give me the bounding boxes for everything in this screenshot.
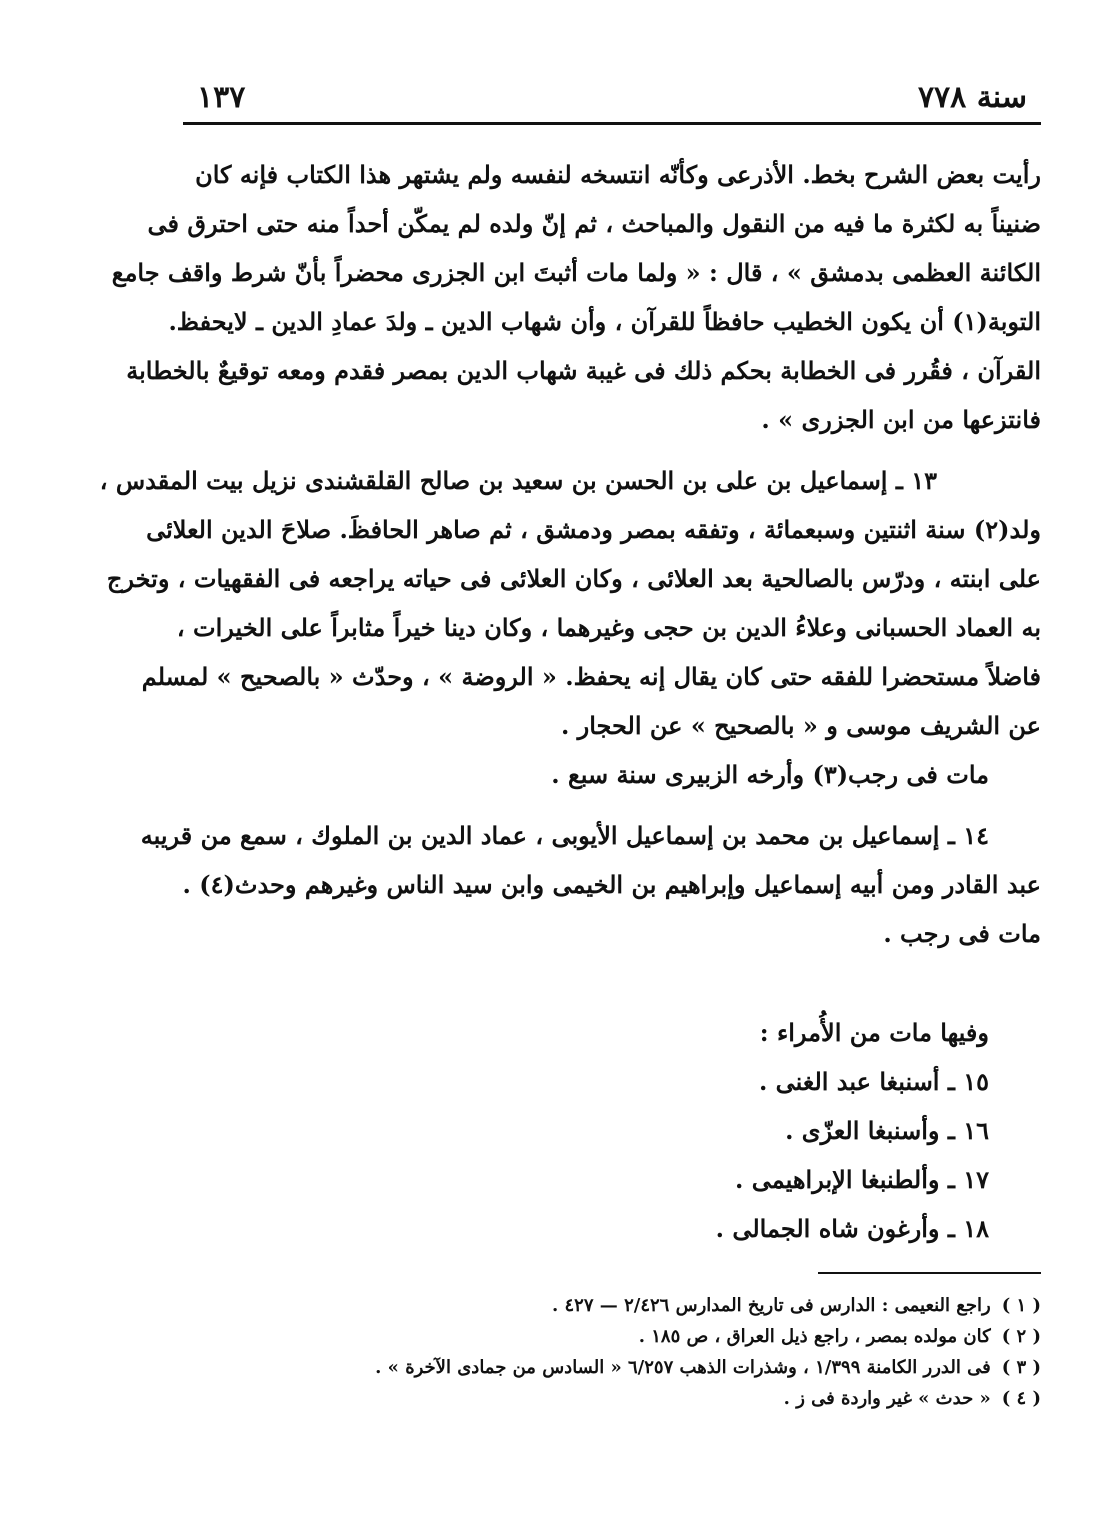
footnote-number: ( ٣ ) [1001,1357,1041,1378]
main-text [99,150,1041,958]
text-line: عن الشريف موسى و « بالصحيح » عن الحجار . [560,711,1041,740]
text-line: فاضلاً مستحضرا للفقه حتى كان يقال إنه يحفظ. « الروضة » ، وحدّث « بالصحيح » لمسلم [141,662,1041,691]
footnote-text: « حدث » غير واردة فى ز . [783,1388,991,1409]
footnote-number: ( ١ ) [1001,1295,1041,1316]
text-line: عبد القادر ومن أبيه إسماعيل وإبراهيم بن الخيمى وابن سيد الناس وغيرهم وحدث(٤) . [182,870,1041,899]
text-line: الكائنة العظمى بدمشق » ، قال : « ولما مات أثبتَ ابن الجزرى محضراً بأنّ شرط واقف جامع [111,258,1041,287]
paragraph-continuation [111,150,1041,444]
footnotes [183,1290,1041,1414]
footnote-number: ( ٢ ) [1001,1326,1041,1347]
footnote [183,1352,1041,1383]
text-line: ضنيناً به لكثرة ما فيه من النقول والمباحث ، ثم إنّ ولده لم يمكّن أحداً منه حتى احترق فى [147,209,1041,238]
list-item: ١٥ ـ أسنبغا عبد الغنى . [758,1067,989,1096]
text-line: ١٤ ـ إسماعيل بن محمد بن إسماعيل الأيوبى ، عماد الدين بن الملوك ، سمع من قريبه [140,821,989,850]
footnote [183,1290,1041,1321]
page-number: ١٣٧ [197,80,246,115]
text-line: مات فى رجب . [883,919,1041,948]
page-header [183,78,1041,125]
text-line: فانتزعها من ابن الجزرى » . [761,405,1041,434]
list-item: ١٧ ـ وألطنبغا الإبراهيمى . [735,1165,989,1194]
text-line: ١٣ ـ إسماعيل بن على بن الحسن بن سعيد بن صالح القلقشندى نزيل بيت المقدس ، [99,466,937,495]
entry-13 [99,456,1041,799]
running-head-year: سنة ٧٧٨ [917,80,1027,115]
footnote-text: كان مولده بمصر ، راجع ذيل العراق ، ص ١٨٥ . [638,1326,991,1347]
footnote-separator [818,1272,1041,1274]
footnote [183,1383,1041,1414]
death-line: مات فى رجب(٣) وأرخه الزبيرى سنة سبع . [551,760,989,789]
entry-14 [140,811,1041,958]
text-line: القرآن ، فقُرر فى الخطابة بحكم ذلك فى غيبة شهاب الدين بمصر فقدم ومعه توقيعٌ بالخطابة [126,356,1041,385]
list-item: ١٨ ـ وأرغون شاه الجمالى . [715,1214,989,1243]
footnote-text: فى الدرر الكامنة ١/٣٩٩ ، وشذرات الذهب ٦/٢٥٧ « السادس من جمادى الآخرة » . [375,1357,991,1378]
footnote [183,1321,1041,1352]
footnote-number: ( ٤ ) [1001,1388,1041,1409]
amirs-list [183,1008,1041,1253]
list-item: ١٦ ـ وأسنبغا العزّى . [785,1116,989,1145]
text-line: على ابنته ، ودرّس بالصالحية بعد العلائى ، وكان العلائى فى حياته يراجعه فى الفقهيات ، وتخرج [106,564,1041,593]
amirs-intro: وفيها مات من الأُمراء : [759,1018,989,1047]
text-line: رأيت بعض الشرح بخط. الأذرعى وكأنّه انتسخه لنفسه ولم يشتهر هذا الكتاب فإنه كان [195,160,1041,189]
footnote-text: راجع النعيمى : الدارس فى تاريخ المدارس ٢/٤٢٦ — ٤٢٧ . [551,1295,991,1316]
text-line: ولد(٢) سنة اثنتين وسبعمائة ، وتفقه بمصر ودمشق ، ثم صاهر الحافظَ. صلاحَ الدين العلائى [146,515,1041,544]
text-line: التوبة(١) أن يكون الخطيب حافظاً للقرآن ، وأن شهاب الدين ـ ولدَ عمادِ الدين ـ لايحفظ. [168,307,1041,336]
text-line: به العماد الحسبانى وعلاءُ الدين بن حجى وغيرهما ، وكان دينا خيراً مثابراً على الخيرات ، [176,613,1041,642]
